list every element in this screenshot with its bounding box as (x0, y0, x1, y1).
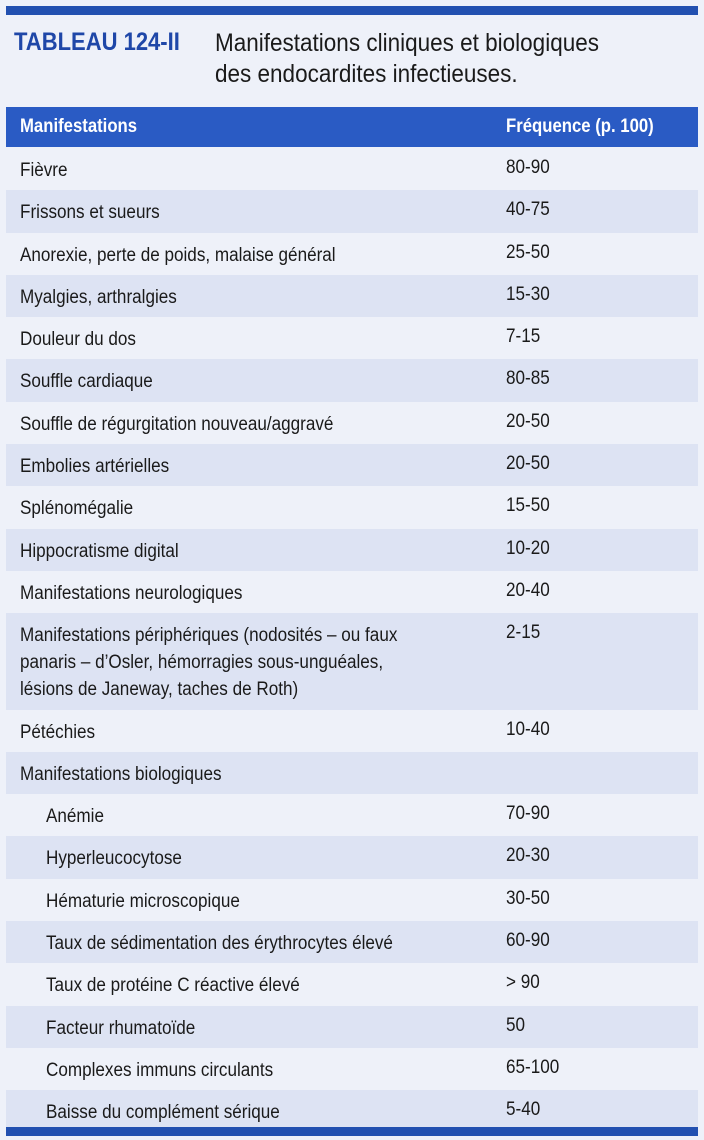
bottom-rule (6, 1127, 698, 1136)
table-row (6, 794, 698, 836)
table-row (6, 402, 698, 444)
row-frequency: 20-50 (506, 453, 550, 475)
row-label: Hématurie microscopique (46, 890, 240, 912)
table-title-line-2: des endocardites infectieuses. (215, 60, 518, 88)
row-frequency: 80-85 (506, 368, 550, 390)
row-label: Facteur rhumatoïde (46, 1017, 196, 1039)
row-label-line: panaris – d’Osler, hémorragies sous-unguéales, (20, 652, 384, 674)
row-frequency: 40-75 (506, 199, 550, 221)
table-row (6, 275, 698, 317)
table-number: TABLEAU 124-II (14, 28, 180, 56)
row-label: Splénomégalie (20, 498, 134, 520)
table-row (6, 836, 698, 878)
table-row (6, 233, 698, 275)
table-row (6, 963, 698, 1005)
row-label: Baisse du complément sérique (46, 1102, 280, 1124)
table-row (6, 148, 698, 190)
row-frequency: 2-15 (506, 622, 541, 644)
row-label-line: Manifestations périphériques (nodosités – ou faux (20, 625, 398, 647)
row-label: Souffle de régurgitation nouveau/aggravé (20, 413, 334, 435)
row-frequency: 30-50 (506, 887, 550, 909)
row-label: Frissons et sueurs (20, 202, 160, 224)
table-row (6, 1048, 698, 1090)
table-title-line-1: Manifestations cliniques et biologiques (215, 29, 600, 57)
table-header (6, 107, 698, 147)
row-frequency: 65-100 (506, 1056, 560, 1078)
row-frequency: 7-15 (506, 326, 541, 348)
row-frequency: 20-40 (506, 579, 550, 601)
column-header-manifestations: Manifestations (20, 116, 138, 137)
row-label: Anémie (46, 806, 104, 828)
row-frequency: 10-40 (506, 718, 550, 740)
row-label: Pétéchies (20, 721, 96, 743)
row-label: Manifestations biologiques (20, 763, 222, 785)
row-frequency: 5-40 (506, 1099, 541, 1121)
row-label: Taux de protéine C réactive élevé (46, 975, 300, 997)
row-label: Complexes immuns circulants (46, 1059, 274, 1081)
row-frequency: 60-90 (506, 930, 550, 952)
table-caption (14, 28, 694, 90)
row-label: Douleur du dos (20, 329, 136, 351)
row-label: Hippocratisme digital (20, 540, 179, 562)
table-row (6, 879, 698, 921)
row-frequency: 70-90 (506, 803, 550, 825)
row-frequency: 80-90 (506, 157, 550, 178)
row-label: Manifestations neurologiques (20, 582, 243, 604)
table-row (6, 444, 698, 486)
row-frequency: 15-30 (506, 283, 550, 305)
row-label: Myalgies, arthralgies (20, 286, 177, 308)
row-frequency: 15-50 (506, 495, 550, 517)
row-label-line: lésions de Janeway, taches de Roth) (20, 679, 299, 701)
row-label: Taux de sédimentation des érythrocytes élevé (46, 933, 393, 955)
top-rule (6, 6, 698, 15)
table-row (6, 529, 698, 571)
table-row (6, 486, 698, 528)
column-header-frequence: Fréquence (p. 100) (506, 116, 654, 137)
row-label: Embolies artérielles (20, 456, 170, 478)
row-frequency: 10-20 (506, 537, 550, 559)
table-row (6, 921, 698, 963)
table-row (6, 613, 698, 709)
table-row (6, 752, 698, 794)
row-frequency: 20-30 (506, 845, 550, 867)
table-row (6, 190, 698, 232)
row-label: Fièvre (20, 160, 68, 181)
row-frequency: 50 (506, 1014, 526, 1036)
row-label: Hyperleucocytose (46, 848, 182, 870)
table-row (6, 1006, 698, 1048)
table-row (6, 710, 698, 752)
row-frequency: 25-50 (506, 241, 550, 263)
row-frequency: 20-50 (506, 410, 550, 432)
row-label: Anorexie, perte de poids, malaise général (20, 244, 336, 266)
table-row (6, 571, 698, 613)
row-frequency: > 90 (506, 972, 540, 994)
table-row (6, 317, 698, 359)
row-label: Souffle cardiaque (20, 371, 153, 393)
table-title (215, 28, 646, 90)
table-body (6, 148, 698, 1133)
table-row (6, 359, 698, 401)
row-label (20, 622, 443, 703)
